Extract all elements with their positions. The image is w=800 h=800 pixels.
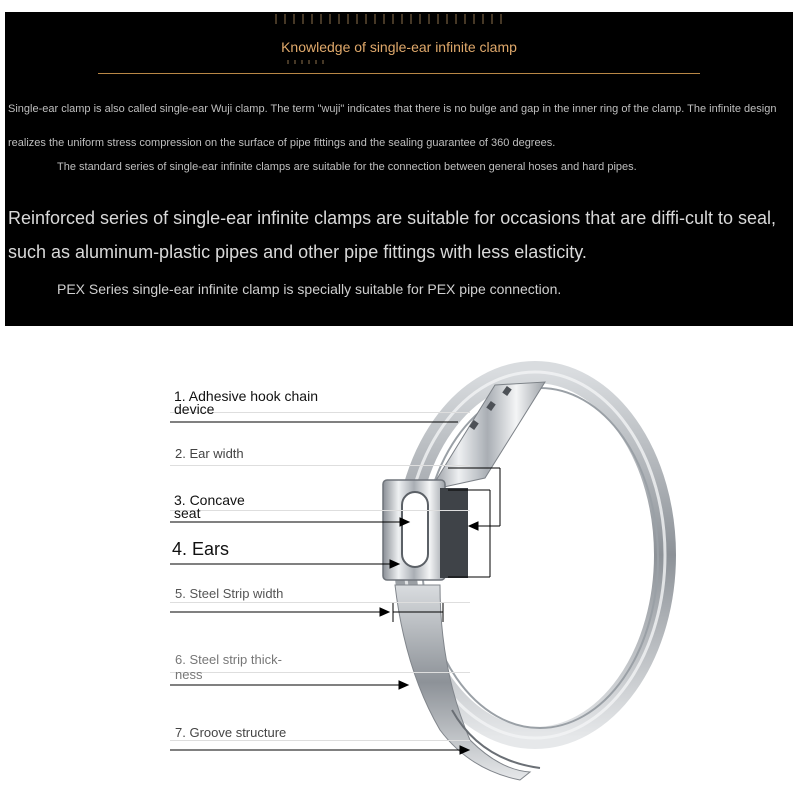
arrowhead bbox=[399, 681, 408, 689]
label-groove-structure: 7. Groove structure bbox=[175, 725, 287, 740]
label-divider bbox=[170, 602, 470, 603]
intro-paragraph: Single-ear clamp is also called single-ear Wuji clamp. The term "wuji" indicates that there is no bulge and gap in the inner ring of the clamp. The infinite design realizes the uniform stress compression on the surface of pipe fittings and the sealing guarantee of 360 degrees. bbox=[8, 103, 777, 149]
standard-series-paragraph: The standard series of single-ear infinite clamps are suitable for the connection between general hoses and hard pipes. bbox=[57, 161, 637, 173]
label-divider bbox=[170, 465, 470, 466]
panel-title: Knowledge of single-ear infinite clamp bbox=[281, 39, 517, 55]
label-concave-seat: 3. Concave seat bbox=[174, 492, 245, 521]
clamp-diagram bbox=[0, 340, 800, 800]
label-ears: 4. Ears bbox=[172, 539, 230, 559]
label-divider bbox=[170, 740, 470, 741]
label-ear-width: 2. Ear width bbox=[175, 446, 244, 461]
title-divider bbox=[98, 73, 700, 74]
reinforced-series-paragraph: Reinforced series of single-ear infinite clamps are suitable for occasions that are diffi-cult to seal, such as aluminum-plastic pipes and other pipe fittings with less elasticity. bbox=[8, 208, 777, 262]
title-decoration bbox=[275, 14, 505, 24]
label-steel-strip-thickness: 6. Steel strip thick-ness bbox=[175, 652, 282, 682]
arrowhead bbox=[469, 522, 478, 530]
title-decoration bbox=[287, 60, 327, 64]
arrowhead bbox=[380, 608, 389, 616]
ear-side-wall bbox=[440, 488, 468, 578]
clamp-illustration bbox=[0, 340, 800, 800]
info-panel bbox=[5, 12, 793, 326]
label-hook-chain-device: 1. Adhesive hook chain device bbox=[174, 388, 318, 417]
pex-series-paragraph: PEX Series single-ear infinite clamp is specially suitable for PEX pipe connection. bbox=[57, 281, 562, 297]
label-steel-strip-width: 5. Steel Strip width bbox=[175, 586, 284, 601]
concave-seat-slot bbox=[402, 492, 428, 567]
